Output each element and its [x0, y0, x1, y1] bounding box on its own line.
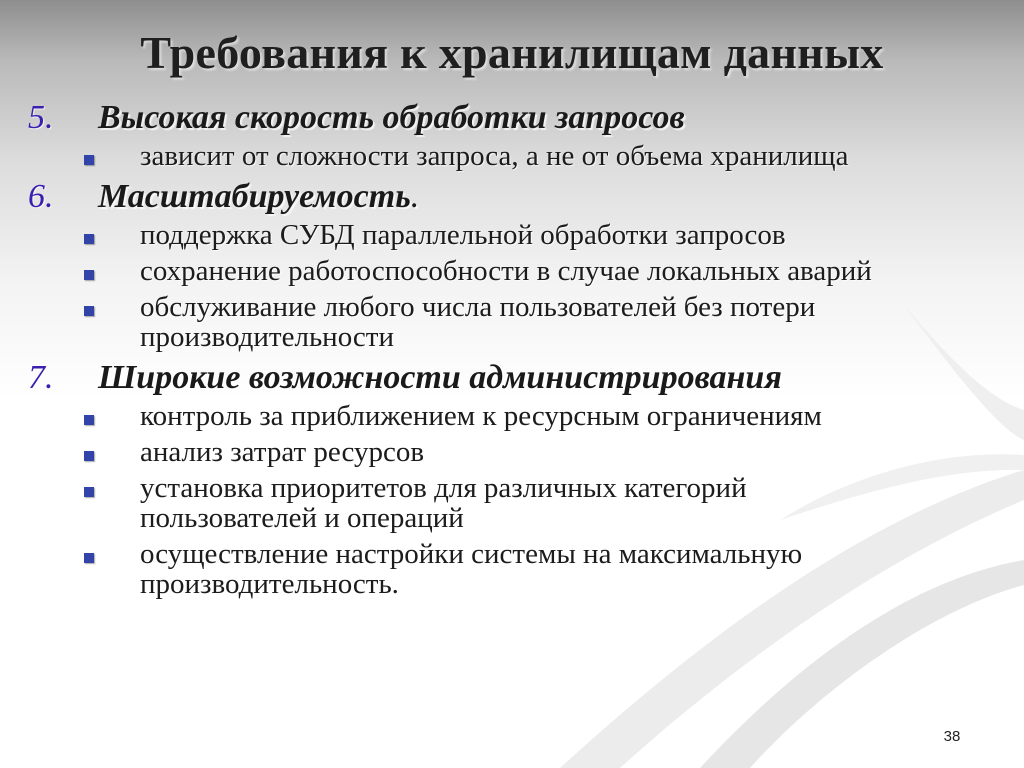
bullet-text: установка приоритетов для различных категорий пользователей и операций: [140, 472, 747, 534]
bullet-item: [28, 539, 998, 599]
bullet-item: [28, 473, 998, 533]
section-5: [28, 98, 998, 171]
bullet-text: анализ затрат ресурсов: [140, 436, 425, 468]
section-6: [28, 177, 998, 352]
bullet-text: сохранение работоспособности в случае локальных аварий: [140, 255, 872, 287]
slide-title: Требования к хранилищам данных: [140, 27, 884, 78]
square-bullet-icon: [84, 306, 94, 316]
bullet-text: зависит от сложности запроса, а не от объема хранилища: [140, 140, 849, 172]
bullet-text: контроль за приближением к ресурсным ограничениям: [140, 400, 822, 432]
square-bullet-icon: [84, 270, 94, 280]
section-title-text: Высокая скорость обработки запросов: [98, 99, 685, 136]
square-bullet-icon: [84, 553, 94, 563]
bullet-item: [28, 256, 998, 286]
section-title-suffix: .: [410, 178, 420, 215]
bullet-item: [28, 401, 998, 431]
section-title-text: Масштабируемость: [98, 178, 411, 215]
bullet-item: [28, 292, 998, 352]
square-bullet-icon: [84, 415, 94, 425]
bullet-list: [28, 220, 998, 352]
section-heading: [28, 358, 998, 398]
bullet-item: [28, 220, 998, 250]
square-bullet-icon: [84, 451, 94, 461]
page-number: 38: [943, 728, 961, 745]
bullet-text: поддержка СУБД параллельной обработки запросов: [140, 219, 786, 251]
bullet-list: [28, 401, 998, 599]
section-heading: [28, 98, 998, 138]
bullet-text: обслуживание любого числа пользователей без потери производительности: [140, 291, 816, 353]
square-bullet-icon: [84, 155, 94, 165]
bullet-list: [28, 141, 998, 171]
section-number: 6.: [28, 178, 54, 215]
bullet-item: [28, 437, 998, 467]
square-bullet-icon: [84, 234, 94, 244]
bullet-text: осуществление настройки системы на максимальную производительность.: [140, 538, 803, 600]
section-7: [28, 358, 998, 599]
bullet-item: [28, 141, 998, 171]
section-number: 7.: [28, 359, 54, 396]
section-title-text: Широкие возможности администрирования: [98, 359, 782, 396]
section-number: 5.: [28, 99, 54, 136]
section-title: [98, 98, 685, 138]
section-title: [98, 358, 782, 398]
section-title: [98, 177, 419, 217]
section-heading: [28, 177, 998, 217]
square-bullet-icon: [84, 487, 94, 497]
content-list: [28, 96, 998, 605]
